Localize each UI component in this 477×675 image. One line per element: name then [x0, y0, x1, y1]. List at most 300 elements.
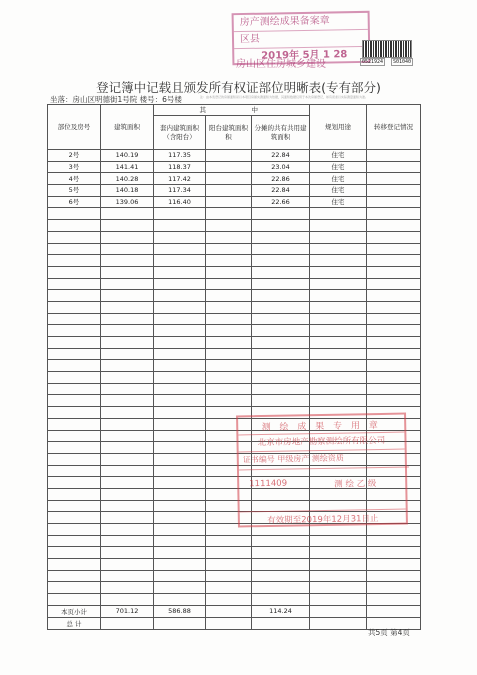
empty-cell: [206, 372, 252, 384]
empty-cell: [154, 372, 206, 384]
cell-shared: 22.84: [252, 150, 310, 162]
total-label: 总 计: [48, 617, 101, 629]
empty-cell: [48, 418, 101, 430]
empty-cell: [367, 383, 421, 395]
cell-shared: 22.66: [252, 196, 310, 208]
empty-cell: [154, 594, 206, 606]
empty-cell: [154, 559, 206, 571]
empty-cell: [48, 524, 101, 536]
empty-cell: [48, 243, 101, 255]
empty-cell: [310, 372, 367, 384]
empty-row: [48, 243, 421, 255]
empty-cell: [154, 290, 206, 302]
empty-cell: [206, 325, 252, 337]
cell-area: 140.19: [101, 150, 154, 162]
empty-cell: [101, 500, 154, 512]
empty-cell: [48, 301, 101, 313]
empty-cell: [101, 594, 154, 606]
empty-cell: [154, 512, 206, 524]
empty-cell: [154, 407, 206, 419]
empty-cell: [154, 325, 206, 337]
empty-cell: [101, 512, 154, 524]
empty-cell: [101, 453, 154, 465]
empty-cell: [48, 348, 101, 360]
seal-validity: 有效期至2019年12月31日止: [240, 509, 406, 527]
empty-cell: [310, 231, 367, 243]
empty-cell: [206, 266, 252, 278]
surveying-seal: [236, 413, 408, 528]
cell-room: 3号: [48, 161, 101, 173]
cell-transfer: [367, 196, 421, 208]
empty-cell: [206, 290, 252, 302]
subtotal-shared: 114.24: [252, 605, 310, 617]
empty-cell: [101, 488, 154, 500]
empty-cell: [310, 208, 367, 220]
empty-row: [48, 559, 421, 571]
empty-cell: [48, 488, 101, 500]
empty-cell: [367, 301, 421, 313]
empty-cell: [367, 290, 421, 302]
subtotal-balcony: [206, 605, 252, 617]
empty-cell: [367, 535, 421, 547]
cell-use: 住宅: [310, 173, 367, 185]
empty-cell: [154, 500, 206, 512]
empty-cell: [48, 453, 101, 465]
empty-cell: [154, 266, 206, 278]
empty-cell: [310, 313, 367, 325]
empty-cell: [367, 220, 421, 232]
empty-cell: [252, 220, 310, 232]
seal-number: 1111409: [249, 478, 288, 490]
empty-row: [48, 325, 421, 337]
empty-cell: [101, 243, 154, 255]
empty-cell: [48, 559, 101, 571]
total-inner: [154, 617, 206, 629]
empty-cell: [48, 278, 101, 290]
empty-cell: [101, 231, 154, 243]
cell-inner: 117.34: [154, 185, 206, 197]
subtotal-label: 本页小计: [48, 605, 101, 617]
page-number: 共5页 第4页: [368, 628, 410, 637]
empty-cell: [101, 535, 154, 547]
empty-cell: [48, 500, 101, 512]
empty-cell: [206, 348, 252, 360]
empty-cell: [154, 535, 206, 547]
filing-stamp-date: 2019年 5月 1 28: [261, 49, 348, 62]
cell-area: 139.06: [101, 196, 154, 208]
empty-cell: [48, 208, 101, 220]
empty-cell: [367, 243, 421, 255]
empty-cell: [367, 348, 421, 360]
total-balcony: [206, 617, 252, 629]
empty-cell: [206, 535, 252, 547]
empty-cell: [48, 582, 101, 594]
empty-cell: [154, 337, 206, 349]
empty-cell: [206, 559, 252, 571]
empty-cell: [48, 570, 101, 582]
header-part: 部位及房号: [48, 105, 101, 150]
empty-cell: [101, 524, 154, 536]
empty-cell: [367, 255, 421, 267]
cell-inner: 116.40: [154, 196, 206, 208]
subtotal-area: 701.12: [101, 605, 154, 617]
empty-cell: [154, 348, 206, 360]
empty-cell: [367, 278, 421, 290]
subtotal-use: [310, 605, 367, 617]
empty-cell: [48, 372, 101, 384]
empty-cell: [101, 301, 154, 313]
header-transfer: 转移登记情况: [367, 105, 421, 150]
empty-cell: [310, 570, 367, 582]
empty-row: [48, 348, 421, 360]
empty-cell: [310, 535, 367, 547]
empty-cell: [310, 582, 367, 594]
empty-cell: [367, 594, 421, 606]
empty-cell: [154, 477, 206, 489]
empty-cell: [310, 220, 367, 232]
empty-row: [48, 208, 421, 220]
table-row: [48, 150, 421, 162]
empty-cell: [101, 337, 154, 349]
empty-row: [48, 278, 421, 290]
empty-cell: [367, 208, 421, 220]
empty-cell: [48, 255, 101, 267]
cell-use: 住宅: [310, 185, 367, 197]
empty-cell: [206, 220, 252, 232]
empty-cell: [154, 208, 206, 220]
empty-row: [48, 266, 421, 278]
empty-cell: [310, 243, 367, 255]
empty-cell: [101, 325, 154, 337]
table-row: [48, 161, 421, 173]
filing-stamp-title: 房产测绘成果备案章: [234, 13, 368, 32]
cell-transfer: [367, 161, 421, 173]
empty-cell: [206, 360, 252, 372]
empty-cell: [367, 313, 421, 325]
empty-cell: [310, 594, 367, 606]
filing-stamp-office: 房山区住房城乡建设: [236, 59, 326, 70]
seal-certificate: 证书编号 甲级房产 测绘资质: [239, 451, 409, 470]
cell-inner: 117.42: [154, 173, 206, 185]
empty-cell: [367, 547, 421, 559]
empty-cell: [101, 570, 154, 582]
empty-row: [48, 313, 421, 325]
header-group-top: 其: [154, 105, 252, 116]
empty-row: [48, 231, 421, 243]
cell-balcony: [206, 161, 252, 173]
empty-cell: [252, 290, 310, 302]
empty-cell: [154, 524, 206, 536]
table-row: [48, 173, 421, 185]
cell-transfer: [367, 150, 421, 162]
empty-cell: [252, 301, 310, 313]
cell-room: 5号: [48, 185, 101, 197]
empty-cell: [252, 278, 310, 290]
empty-cell: [101, 208, 154, 220]
empty-row: [48, 301, 421, 313]
empty-row: [48, 594, 421, 606]
empty-row: [48, 255, 421, 267]
cell-use: 住宅: [310, 196, 367, 208]
empty-cell: [310, 325, 367, 337]
empty-row: [48, 290, 421, 302]
cell-shared: 23.04: [252, 161, 310, 173]
empty-cell: [48, 535, 101, 547]
cell-inner: 118.37: [154, 161, 206, 173]
empty-cell: [101, 418, 154, 430]
empty-cell: [154, 570, 206, 582]
empty-cell: [367, 524, 421, 536]
empty-cell: [48, 465, 101, 477]
empty-cell: [252, 313, 310, 325]
empty-row: [48, 220, 421, 232]
header-balcony: 阳台建筑面积积: [206, 116, 252, 150]
empty-cell: [101, 348, 154, 360]
empty-cell: [367, 570, 421, 582]
total-row: [48, 617, 421, 629]
empty-cell: [48, 395, 101, 407]
empty-cell: [48, 594, 101, 606]
empty-cell: [206, 594, 252, 606]
seal-organization: 北京市房地产勘察测绘所有限公司: [238, 434, 404, 453]
empty-cell: [154, 488, 206, 500]
empty-cell: [367, 360, 421, 372]
empty-cell: [101, 313, 154, 325]
cell-area: 140.28: [101, 173, 154, 185]
empty-cell: [101, 465, 154, 477]
empty-cell: [252, 231, 310, 243]
empty-cell: [48, 325, 101, 337]
empty-cell: [310, 290, 367, 302]
empty-cell: [48, 512, 101, 524]
header-inner: 套内建筑面积（含阳台）: [154, 116, 206, 150]
empty-cell: [154, 231, 206, 243]
empty-cell: [154, 220, 206, 232]
cell-balcony: [206, 196, 252, 208]
empty-row: [48, 395, 421, 407]
total-use: [310, 617, 367, 629]
cell-transfer: [367, 173, 421, 185]
total-shared: [252, 617, 310, 629]
empty-cell: [48, 477, 101, 489]
empty-cell: [154, 313, 206, 325]
empty-cell: [154, 360, 206, 372]
empty-cell: [101, 407, 154, 419]
empty-cell: [206, 383, 252, 395]
empty-cell: [154, 465, 206, 477]
empty-cell: [252, 243, 310, 255]
empty-cell: [101, 266, 154, 278]
empty-cell: [252, 383, 310, 395]
empty-cell: [48, 407, 101, 419]
empty-cell: [154, 383, 206, 395]
serial-code: S01040: [393, 59, 412, 65]
empty-cell: [252, 337, 310, 349]
barcode: [362, 40, 412, 58]
empty-cell: [154, 243, 206, 255]
empty-cell: [101, 255, 154, 267]
filing-stamp-district: 区县: [234, 30, 368, 49]
empty-cell: [252, 266, 310, 278]
empty-row: [48, 570, 421, 582]
empty-cell: [206, 570, 252, 582]
empty-cell: [101, 395, 154, 407]
empty-cell: [154, 547, 206, 559]
empty-cell: [252, 547, 310, 559]
empty-cell: [252, 395, 310, 407]
cell-inner: 117.35: [154, 150, 206, 162]
empty-row: [48, 360, 421, 372]
empty-cell: [367, 266, 421, 278]
empty-cell: [206, 278, 252, 290]
empty-cell: [310, 278, 367, 290]
empty-row: [48, 383, 421, 395]
empty-cell: [101, 477, 154, 489]
empty-cell: [206, 301, 252, 313]
cell-room: 4号: [48, 173, 101, 185]
empty-cell: [101, 430, 154, 442]
empty-cell: [154, 453, 206, 465]
empty-cell: [101, 220, 154, 232]
cell-transfer: [367, 185, 421, 197]
empty-cell: [101, 582, 154, 594]
empty-cell: [48, 313, 101, 325]
empty-cell: [48, 442, 101, 454]
empty-cell: [252, 348, 310, 360]
empty-cell: [310, 301, 367, 313]
empty-cell: [252, 559, 310, 571]
empty-cell: [367, 231, 421, 243]
document-code: 0521924: [362, 59, 384, 65]
empty-cell: [206, 231, 252, 243]
empty-cell: [48, 547, 101, 559]
empty-cell: [310, 383, 367, 395]
empty-cell: [206, 337, 252, 349]
empty-row: [48, 547, 421, 559]
empty-cell: [252, 535, 310, 547]
empty-cell: [206, 582, 252, 594]
empty-cell: [48, 290, 101, 302]
cell-area: 141.41: [101, 161, 154, 173]
empty-cell: [48, 231, 101, 243]
empty-cell: [101, 442, 154, 454]
total-area: [101, 617, 154, 629]
fine-print-note: 注：由本表登记的房屋面积是以本项目房屋实测面积为依据，其面积数据仅用于本次房屋登记，如有误差以实际测量面积为准。: [200, 95, 369, 99]
empty-cell: [48, 383, 101, 395]
empty-cell: [367, 559, 421, 571]
cell-use: 住宅: [310, 150, 367, 162]
empty-cell: [367, 395, 421, 407]
empty-cell: [252, 594, 310, 606]
subtotal-inner: 586.88: [154, 605, 206, 617]
empty-cell: [367, 337, 421, 349]
cell-shared: 22.84: [252, 185, 310, 197]
empty-cell: [48, 220, 101, 232]
cell-room: 2号: [48, 150, 101, 162]
cell-use: 住宅: [310, 161, 367, 173]
empty-cell: [48, 430, 101, 442]
empty-cell: [252, 360, 310, 372]
empty-cell: [101, 372, 154, 384]
empty-row: [48, 337, 421, 349]
empty-cell: [206, 243, 252, 255]
location-line: 坐落：房山区明德街1号院 楼号：6号楼: [50, 95, 182, 104]
seal-title: 测 绘 成 果 专 用 章: [238, 418, 404, 436]
header-area: 建筑面积: [101, 105, 154, 150]
empty-cell: [48, 360, 101, 372]
empty-cell: [252, 582, 310, 594]
empty-cell: [310, 348, 367, 360]
empty-cell: [310, 337, 367, 349]
empty-cell: [310, 559, 367, 571]
empty-cell: [367, 325, 421, 337]
empty-row: [48, 372, 421, 384]
subtotal-row: [48, 605, 421, 617]
ownership-table: [47, 104, 421, 630]
subtotal-transfer: [367, 605, 421, 617]
empty-cell: [367, 582, 421, 594]
cell-shared: 22.86: [252, 173, 310, 185]
page-title: 登记簿中记载且颁发所有权证部位明晰表(专有部分): [96, 80, 381, 95]
empty-cell: [252, 570, 310, 582]
cell-room: 6号: [48, 196, 101, 208]
empty-cell: [206, 313, 252, 325]
cell-balcony: [206, 150, 252, 162]
empty-cell: [206, 208, 252, 220]
cell-balcony: [206, 185, 252, 197]
empty-cell: [101, 278, 154, 290]
empty-cell: [154, 255, 206, 267]
empty-cell: [48, 266, 101, 278]
empty-cell: [367, 372, 421, 384]
empty-cell: [310, 266, 367, 278]
empty-cell: [252, 372, 310, 384]
empty-cell: [252, 255, 310, 267]
empty-cell: [154, 430, 206, 442]
empty-cell: [48, 337, 101, 349]
empty-cell: [154, 442, 206, 454]
header-group-mid: 中: [252, 105, 310, 116]
header-shared: 分摊的共有共用建筑面积: [252, 116, 310, 150]
empty-cell: [310, 547, 367, 559]
empty-cell: [101, 547, 154, 559]
empty-cell: [101, 290, 154, 302]
table-row: [48, 196, 421, 208]
empty-cell: [206, 395, 252, 407]
table-row: [48, 185, 421, 197]
empty-cell: [154, 582, 206, 594]
empty-cell: [252, 325, 310, 337]
empty-cell: [310, 395, 367, 407]
empty-cell: [101, 360, 154, 372]
seal-grade: 测 绘 乙 级: [334, 479, 377, 490]
cell-balcony: [206, 173, 252, 185]
empty-cell: [154, 301, 206, 313]
empty-cell: [310, 360, 367, 372]
empty-cell: [252, 208, 310, 220]
empty-row: [48, 582, 421, 594]
empty-cell: [154, 278, 206, 290]
empty-cell: [154, 418, 206, 430]
header-use: 规划用途: [310, 105, 367, 150]
empty-cell: [101, 383, 154, 395]
cell-area: 140.18: [101, 185, 154, 197]
empty-cell: [101, 559, 154, 571]
empty-cell: [206, 547, 252, 559]
empty-cell: [154, 395, 206, 407]
empty-cell: [310, 255, 367, 267]
empty-cell: [206, 255, 252, 267]
